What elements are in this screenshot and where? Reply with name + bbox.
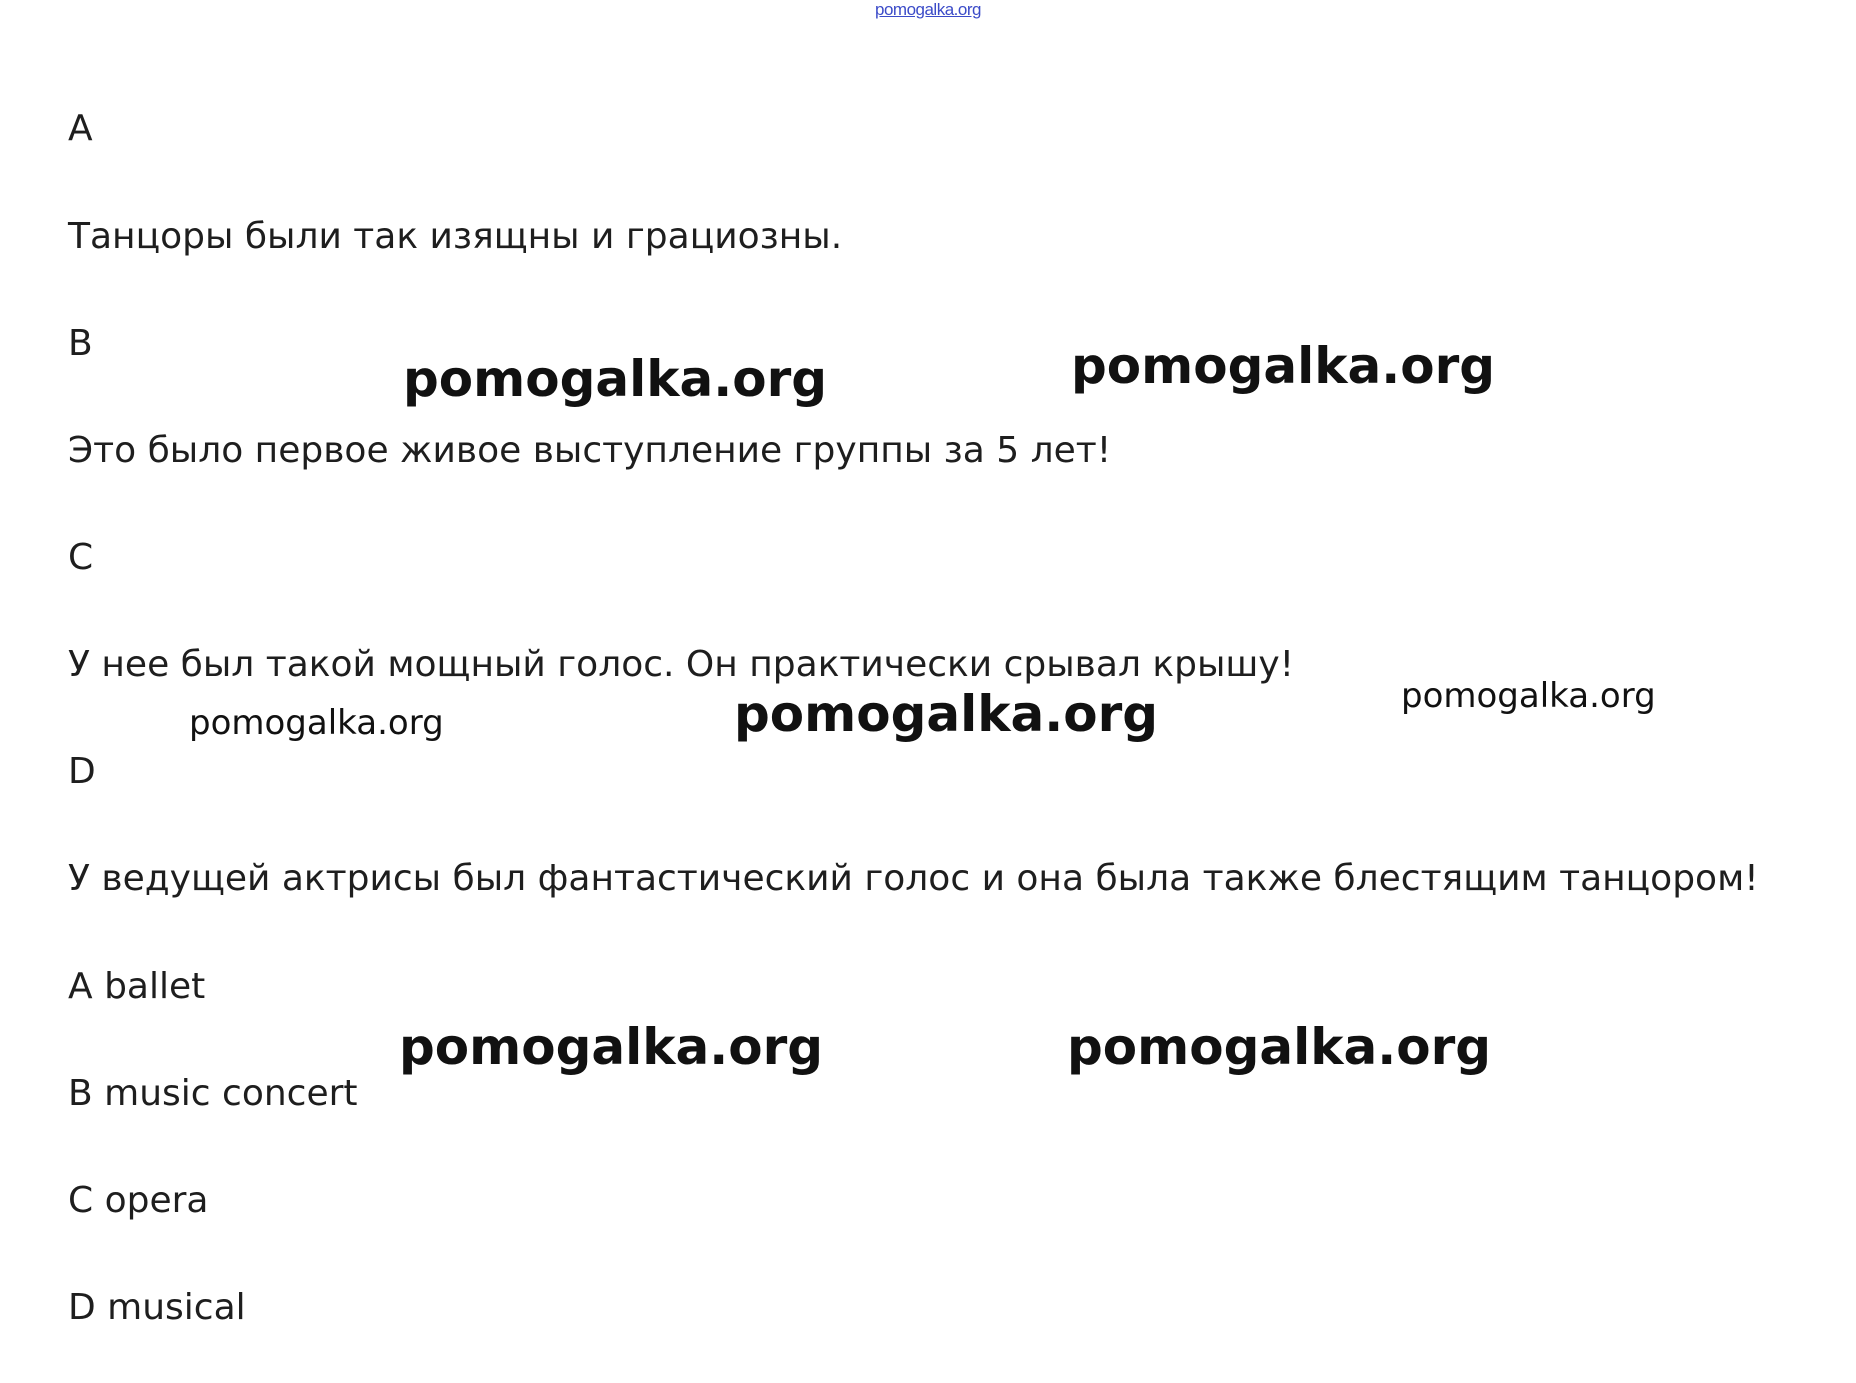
- statement-d: У ведущей актрисы был фантастический голос и она была также блестящим танцором!: [68, 858, 1759, 899]
- option-b: B music concert: [68, 1073, 358, 1114]
- watermark: pomogalka.org: [1071, 337, 1496, 395]
- section-label-c: C: [68, 537, 94, 578]
- section-label-a: A: [68, 108, 93, 149]
- watermark: pomogalka.org: [734, 685, 1159, 743]
- section-label-d: D: [68, 751, 96, 792]
- watermark: pomogalka.org: [189, 703, 444, 743]
- statement-c: У нее был такой мощный голос. Он практически срывал крышу!: [68, 644, 1295, 685]
- statement-b: Это было первое живое выступление группы за 5 лет!: [68, 430, 1112, 471]
- option-c: C opera: [68, 1180, 209, 1221]
- source-link[interactable]: pomogalka.org: [875, 0, 981, 19]
- watermark: pomogalka.org: [1401, 676, 1656, 716]
- watermark: pomogalka.org: [399, 1018, 824, 1076]
- option-d: D musical: [68, 1287, 246, 1328]
- section-label-b: B: [68, 323, 93, 364]
- statement-a: Танцоры были так изящны и грациозны.: [68, 216, 843, 257]
- option-a: A ballet: [68, 966, 206, 1007]
- watermark: pomogalka.org: [1067, 1018, 1492, 1076]
- watermark: pomogalka.org: [403, 350, 828, 408]
